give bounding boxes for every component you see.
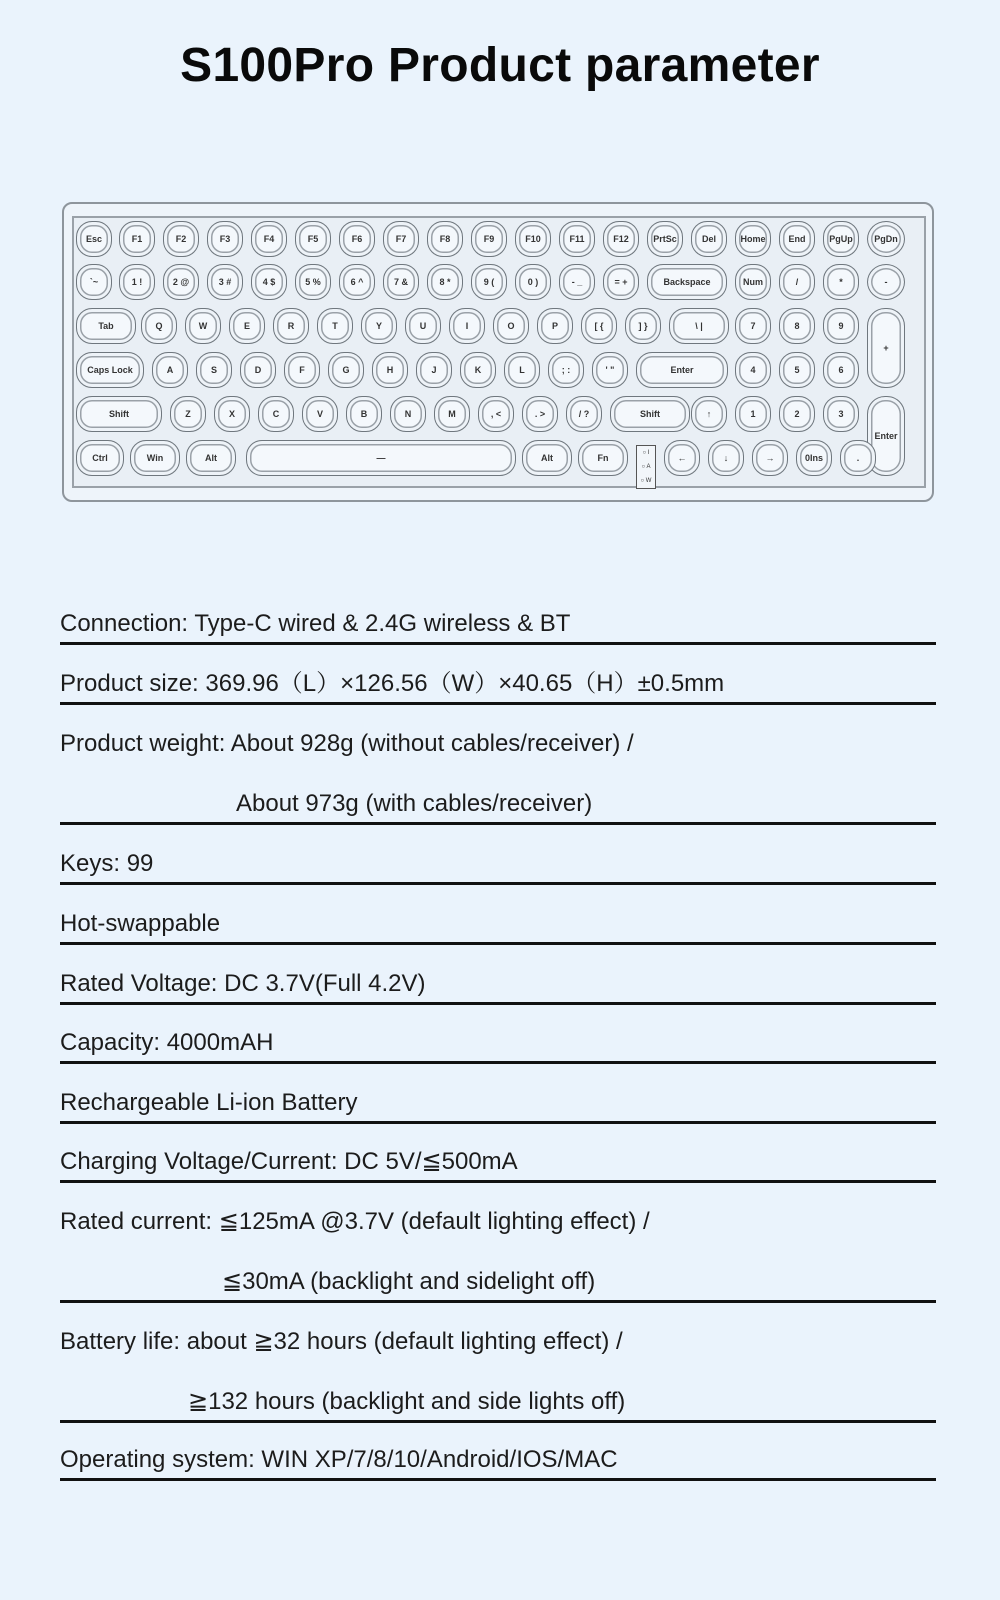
keyboard-key: 6 — [823, 352, 859, 388]
keyboard-key: F — [284, 352, 320, 388]
keyboard-key: . — [840, 440, 876, 476]
divider — [60, 1420, 936, 1423]
keyboard-key: F12 — [603, 221, 639, 257]
keyboard-key: A — [152, 352, 188, 388]
page-title: S100Pro Product parameter — [180, 39, 820, 92]
keyboard-key: D — [240, 352, 276, 388]
divider — [60, 1002, 936, 1005]
keyboard-key: Ctrl — [76, 440, 124, 476]
keyboard-key: F2 — [163, 221, 199, 257]
keyboard-key: V — [302, 396, 338, 432]
keyboard-key: Caps Lock — [76, 352, 144, 388]
keyboard-key: 1 — [735, 396, 771, 432]
keyboard-key: ' " — [592, 352, 628, 388]
keyboard-key: 4 $ — [251, 264, 287, 300]
keyboard-key: 5 — [779, 352, 815, 388]
spec-text: Capacity: 4000mAH — [60, 1029, 274, 1056]
keyboard-key: G — [328, 352, 364, 388]
keyboard-key: M — [434, 396, 470, 432]
keyboard-key: K — [460, 352, 496, 388]
keyboard-key: W — [185, 308, 221, 344]
spec-item — [60, 1430, 936, 1490]
keyboard-key: → — [752, 440, 788, 476]
keyboard-key: — — [246, 440, 516, 476]
switch-label-2: ○ A — [641, 464, 651, 470]
keyboard-key: F6 — [339, 221, 375, 257]
divider — [60, 1478, 936, 1481]
keyboard-key: F9 — [471, 221, 507, 257]
spec-item — [60, 1192, 936, 1312]
spec-text: Battery life: about ≧32 hours (default lighting effect) / — [60, 1328, 623, 1355]
divider — [60, 1300, 936, 1303]
keyboard-key: F3 — [207, 221, 243, 257]
spec-item — [60, 654, 936, 714]
keyboard-key: [ { — [581, 308, 617, 344]
divider — [60, 702, 936, 705]
keyboard-key: End — [779, 221, 815, 257]
keyboard-key: 6 ^ — [339, 264, 375, 300]
keyboard-key: U — [405, 308, 441, 344]
spec-item — [60, 1132, 936, 1192]
keyboard-key: R — [273, 308, 309, 344]
keyboard-key: ↑ — [691, 396, 727, 432]
spec-text: Product weight: About 928g (without cables/receiver) / — [60, 730, 634, 757]
divider — [60, 822, 936, 825]
divider — [60, 942, 936, 945]
keyboard-key: L — [504, 352, 540, 388]
keyboard-key: `~ — [76, 264, 112, 300]
keyboard-key: Z — [170, 396, 206, 432]
divider — [60, 1061, 936, 1064]
keyboard-key: F5 — [295, 221, 331, 257]
spec-item — [60, 954, 936, 1014]
keyboard-key: 0Ins — [796, 440, 832, 476]
keyboard-key: 3 # — [207, 264, 243, 300]
keyboard-key: , < — [478, 396, 514, 432]
spec-text: Keys: 99 — [60, 850, 154, 877]
keyboard-key: ; : — [548, 352, 584, 388]
spec-text: Rechargeable Li-ion Battery — [60, 1089, 358, 1116]
keyboard-key: ↓ — [708, 440, 744, 476]
keyboard-key: Num — [735, 264, 771, 300]
spec-text-continued: ≦30mA (backlight and sidelight off) — [222, 1268, 596, 1295]
spec-text: Charging Voltage/Current: DC 5V/≦500mA — [60, 1148, 518, 1175]
keyboard-key: 0 ) — [515, 264, 551, 300]
keyboard-key: 1 ! — [119, 264, 155, 300]
keyboard-key: + — [867, 308, 905, 388]
keyboard-key: 2 @ — [163, 264, 199, 300]
keyboard-key: I — [449, 308, 485, 344]
keyboard-key: Alt — [522, 440, 572, 476]
keyboard-key: Shift — [610, 396, 690, 432]
divider — [60, 1121, 936, 1124]
spec-item — [60, 834, 936, 894]
keyboard-key: E — [229, 308, 265, 344]
keyboard-key: Backspace — [647, 264, 727, 300]
keyboard-key: ] } — [625, 308, 661, 344]
keyboard-key: O — [493, 308, 529, 344]
keyboard-key: Win — [130, 440, 180, 476]
spec-item — [60, 594, 936, 654]
keyboard-key: Esc — [76, 221, 112, 257]
keyboard-key: F8 — [427, 221, 463, 257]
keyboard-key: / — [779, 264, 815, 300]
keyboard-key: N — [390, 396, 426, 432]
keyboard-key: Q — [141, 308, 177, 344]
keyboard-key: Tab — [76, 308, 136, 344]
keyboard-key: - _ — [559, 264, 595, 300]
keyboard-key: Fn — [578, 440, 628, 476]
keyboard-key: 8 — [779, 308, 815, 344]
spec-item — [60, 714, 936, 834]
spec-text-continued: About 973g (with cables/receiver) — [236, 790, 593, 817]
divider — [60, 642, 936, 645]
spec-item — [60, 1073, 936, 1133]
spec-text: Hot-swappable — [60, 910, 221, 937]
keyboard-key: * — [823, 264, 859, 300]
keyboard-key: 9 ( — [471, 264, 507, 300]
spec-text: Product size: 369.96（L）×126.56（W）×40.65（H）±0.5mm — [60, 670, 725, 697]
mode-switch — [636, 445, 656, 489]
switch-label-1: ○ I — [642, 450, 650, 456]
keyboard-key: PgDn — [867, 221, 905, 257]
keyboard-key: Shift — [76, 396, 162, 432]
switch-label-3: ○ W — [640, 478, 652, 484]
spec-text: Connection: Type-C wired & 2.4G wireless & BT — [60, 610, 571, 637]
keyboard-key: F7 — [383, 221, 419, 257]
keyboard-key: . > — [522, 396, 558, 432]
keyboard-key: Y — [361, 308, 397, 344]
keyboard-key: Home — [735, 221, 771, 257]
keyboard-key: 7 — [735, 308, 771, 344]
keyboard-key: B — [346, 396, 382, 432]
divider — [60, 882, 936, 885]
keyboard-key: 9 — [823, 308, 859, 344]
keyboard-key: ← — [664, 440, 700, 476]
keyboard-key: PgUp — [823, 221, 859, 257]
keyboard-key: = + — [603, 264, 639, 300]
keyboard-key: C — [258, 396, 294, 432]
keyboard-key: 4 — [735, 352, 771, 388]
spec-item — [60, 1013, 936, 1073]
spec-text: Rated current: ≦125mA @3.7V (default lighting effect) / — [60, 1208, 650, 1235]
keyboard-key: F1 — [119, 221, 155, 257]
keyboard-key: - — [867, 264, 905, 300]
keyboard-key: 5 % — [295, 264, 331, 300]
keyboard-key: Del — [691, 221, 727, 257]
keyboard-key: / ? — [566, 396, 602, 432]
keyboard-key: 2 — [779, 396, 815, 432]
keyboard-key: F10 — [515, 221, 551, 257]
keyboard-key: \ | — [669, 308, 729, 344]
keyboard-key: P — [537, 308, 573, 344]
spec-text: Operating system: WIN XP/7/8/10/Android/IOS/MAC — [60, 1446, 618, 1473]
keyboard-key: Enter — [636, 352, 728, 388]
keyboard-key: H — [372, 352, 408, 388]
keyboard-key: 7 & — [383, 264, 419, 300]
keyboard-key: 3 — [823, 396, 859, 432]
keyboard-key: PrtSc — [647, 221, 683, 257]
keyboard-key: S — [196, 352, 232, 388]
spec-text: Rated Voltage: DC 3.7V(Full 4.2V) — [60, 970, 426, 997]
keyboard-key: Alt — [186, 440, 236, 476]
spec-text-continued: ≧132 hours (backlight and side lights off) — [188, 1388, 626, 1415]
keyboard-key: T — [317, 308, 353, 344]
divider — [60, 1180, 936, 1183]
keyboard-key: X — [214, 396, 250, 432]
keyboard-key: J — [416, 352, 452, 388]
keyboard-key: Enter — [867, 396, 905, 476]
keyboard-key: F11 — [559, 221, 595, 257]
spec-item — [60, 894, 936, 954]
keyboard-key: 8 * — [427, 264, 463, 300]
spec-item — [60, 1312, 936, 1432]
keyboard-key: F4 — [251, 221, 287, 257]
